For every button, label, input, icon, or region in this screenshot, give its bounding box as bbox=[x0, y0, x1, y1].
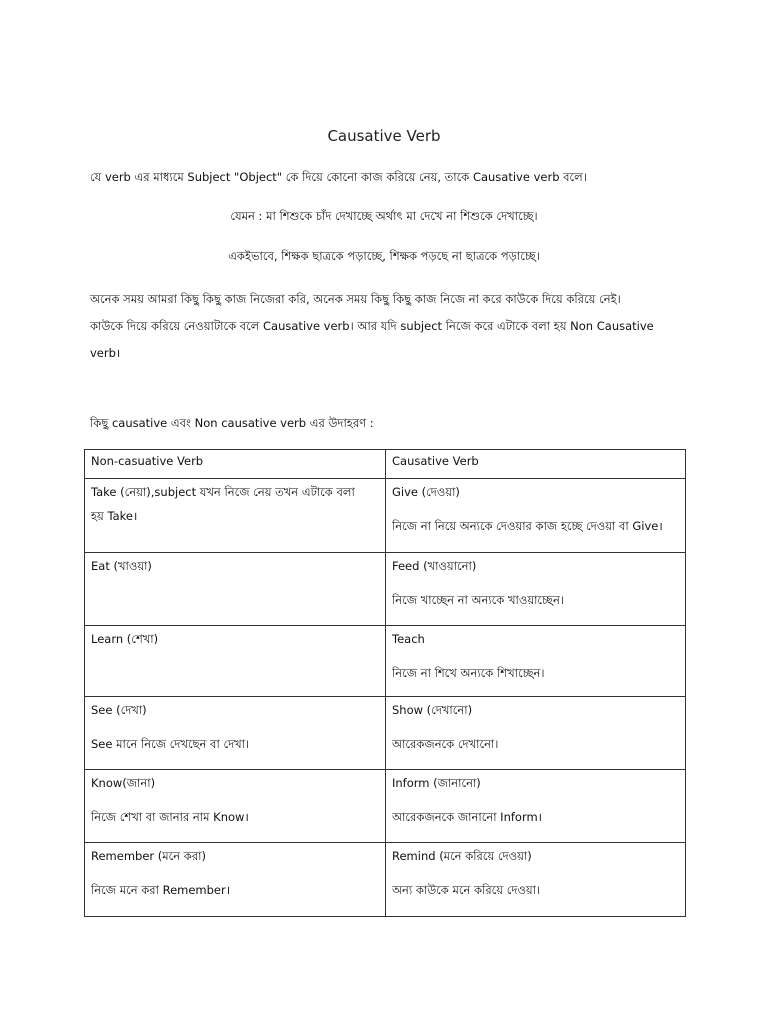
cell-text: Eat (খাওয়া) bbox=[91, 559, 152, 573]
verb-comparison-table bbox=[84, 449, 686, 917]
cell-text: নিজে না নিয়ে অন্যকে দেওয়ার কাজ হচ্ছে দেওয়া বা Give। bbox=[392, 519, 663, 533]
cell-text: Remember (মনে করা) bbox=[91, 849, 206, 863]
table-row bbox=[85, 553, 686, 626]
cell-text: Take (নেয়া),subject যখন নিজে নেয় তখন এটাকে বলা bbox=[91, 485, 355, 499]
non-causative-cell bbox=[85, 770, 386, 843]
non-causative-cell bbox=[85, 626, 386, 697]
examples-heading: কিছু causative এবং Non causative verb এর উদাহরণ : bbox=[90, 416, 374, 430]
causative-cell bbox=[386, 697, 686, 770]
cell-text: নিজে খাচ্ছেন না অন্যকে খাওয়াচ্ছেন। bbox=[392, 593, 564, 607]
cell-text: নিজে মনে করা Remember। bbox=[91, 883, 231, 897]
table-row bbox=[85, 843, 686, 917]
cell-text: Show (দেখানো) bbox=[392, 703, 473, 717]
cell-text: Feed (খাওয়ানো) bbox=[392, 559, 477, 573]
cell-text: নিজে না শিখে অন্যকে শিখাচ্ছেন। bbox=[392, 666, 545, 680]
cell-text: হয় Take। bbox=[91, 509, 138, 523]
column-header-causative: Causative Verb bbox=[386, 450, 686, 479]
paragraph-line: verb। bbox=[90, 346, 121, 360]
cell-text: Know(জানা) bbox=[91, 776, 156, 790]
table-row bbox=[85, 479, 686, 553]
table-row bbox=[85, 626, 686, 697]
cell-text: See মানে নিজে দেখছেন বা দেখা। bbox=[91, 737, 250, 751]
table-row bbox=[85, 770, 686, 843]
page-title: Causative Verb bbox=[327, 127, 441, 145]
causative-cell bbox=[386, 626, 686, 697]
cell-text: আরেকজনকে দেখানো। bbox=[392, 737, 499, 751]
causative-cell bbox=[386, 553, 686, 626]
non-causative-cell bbox=[85, 553, 386, 626]
cell-text: Remind (মনে করিয়ে দেওয়া) bbox=[392, 849, 532, 863]
cell-text: Learn (শেখা) bbox=[91, 632, 159, 646]
table-header-row bbox=[85, 450, 686, 479]
cell-text: Teach bbox=[392, 632, 425, 646]
non-causative-cell bbox=[85, 843, 386, 917]
cell-text: নিজে শেখা বা জানার নাম Know। bbox=[91, 810, 249, 824]
paragraph-line: কাউকে দিয়ে করিয়ে নেওয়াটাকে বলে Causative verb। আর যদি subject নিজে করে এটাকে বলা হয় Non Causative bbox=[90, 319, 654, 333]
paragraph-line: অনেক সময় আমরা কিছু কিছু কাজ নিজেরা করি, অনেক সময় কিছু কিছু কাজ নিজে না করে কাউকে দিয়ে করিয়ে নেই। bbox=[90, 292, 621, 306]
example-line-2: একইভাবে, শিক্ষক ছাত্রকে পড়াচ্ছে, শিক্ষক পড়ছে না ছাত্রকে পড়াচ্ছে। bbox=[228, 249, 540, 263]
causative-cell bbox=[386, 479, 686, 553]
cell-text: Inform (জানানো) bbox=[392, 776, 481, 790]
column-header-non-causative: Non-casuative Verb bbox=[85, 450, 386, 479]
cell-text: আরেকজনকে জানানো Inform। bbox=[392, 810, 543, 824]
definition-text: যে verb এর মাধ্যমে Subject "Object" কে দিয়ে কোনো কাজ করিয়ে নেয়, তাকে Causative verb বলে। bbox=[90, 170, 587, 184]
cell-text: অন্য কাউকে মনে করিয়ে দেওয়া। bbox=[392, 883, 541, 897]
causative-cell bbox=[386, 770, 686, 843]
non-causative-cell bbox=[85, 479, 386, 553]
table-row bbox=[85, 697, 686, 770]
non-causative-cell bbox=[85, 697, 386, 770]
causative-cell bbox=[386, 843, 686, 917]
cell-text: See (দেখা) bbox=[91, 703, 147, 717]
explanation-paragraph bbox=[90, 286, 680, 367]
example-line-1: যেমন : মা শিশুকে চাঁদ দেখাচ্ছে অর্থাৎ মা দেখে না শিশুকে দেখাচ্ছে। bbox=[230, 209, 538, 223]
cell-text: Give (দেওয়া) bbox=[392, 485, 460, 499]
